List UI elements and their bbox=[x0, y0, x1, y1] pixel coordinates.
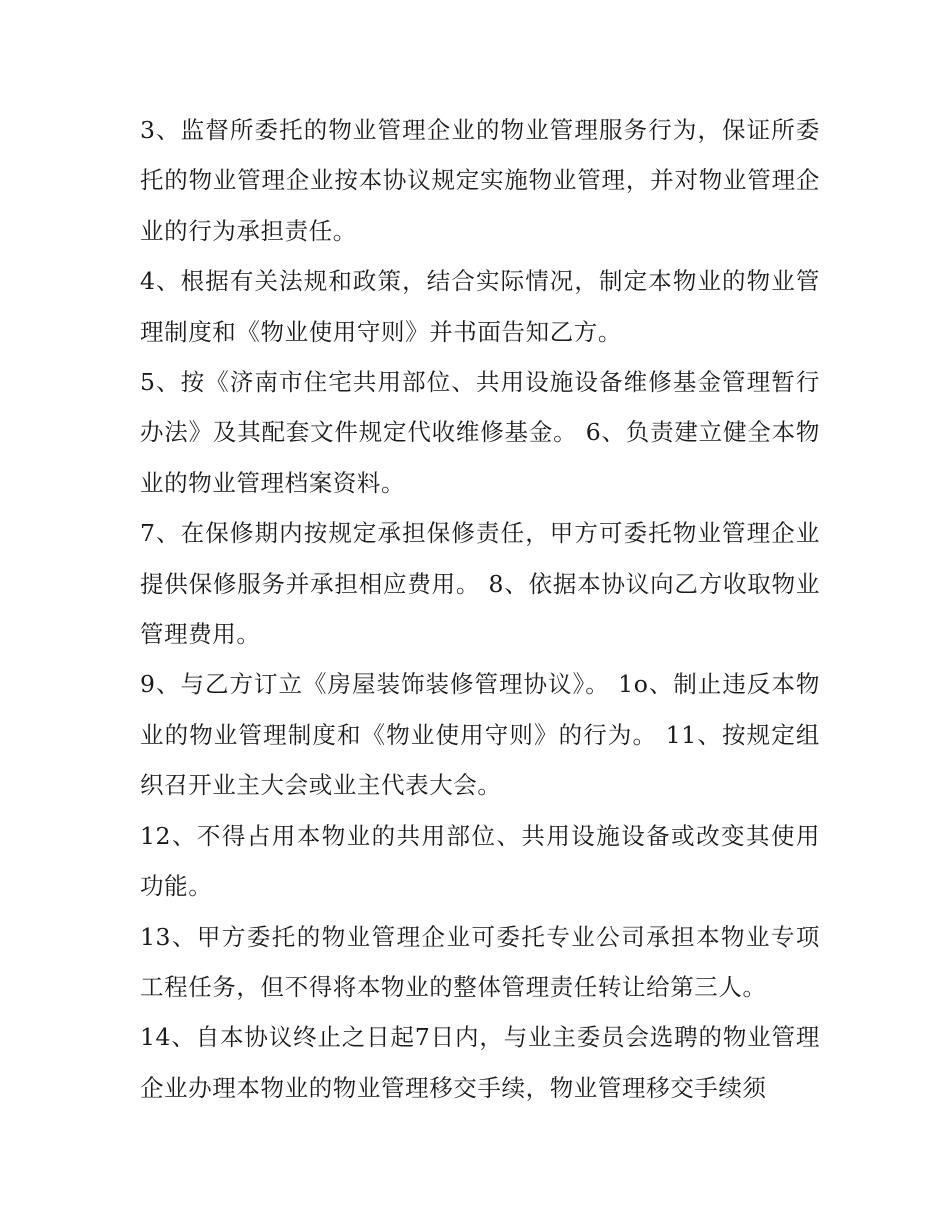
clause-13: 13、甲方委托的物业管理企业可委托专业公司承担本物业专项工程任务，但不得将本物业的整体管理责任转让给第三人。 bbox=[140, 922, 820, 1001]
clause-12: 12、不得占用本物业的共用部位、共用设施设备或改变其使用功能。 bbox=[140, 821, 820, 901]
clause-14: 14、自本协议终止之日起7日内，与业主委员会选聘的物业管理企业办理本物业的物业管理移交手续，物业管理移交手续须 bbox=[140, 1023, 820, 1102]
clause-5-6: 5、按《济南市住宅共用部位、共用设施设备维修基金管理暂行办法》及其配套文件规定代收维修基金。 6、负责建立健全本物业的物业管理档案资料。 bbox=[140, 368, 820, 497]
clause-3: 3、监督所委托的物业管理企业的物业管理服务行为，保证所委托的物业管理企业按本协议规定实施物业管理，并对物业管理企业的行为承担责任。 bbox=[140, 116, 820, 245]
clause-4: 4、根据有关法规和政策，结合实际情况，制定本物业的物业管理制度和《物业使用守则》并书面告知乙方。 bbox=[140, 267, 820, 346]
document-body bbox=[140, 105, 820, 1113]
clause-9-11: 9、与乙方订立《房屋装饰装修管理协议》。 1o、制止违反本物业的物业管理制度和《物业使用守则》的行为。 11、按规定组织召开业主大会或业主代表大会。 bbox=[140, 670, 820, 800]
clause-7-8: 7、在保修期内按规定承担保修责任，甲方可委托物业管理企业提供保修服务并承担相应费用。 8、依据本协议向乙方收取物业管理费用。 bbox=[140, 519, 820, 649]
